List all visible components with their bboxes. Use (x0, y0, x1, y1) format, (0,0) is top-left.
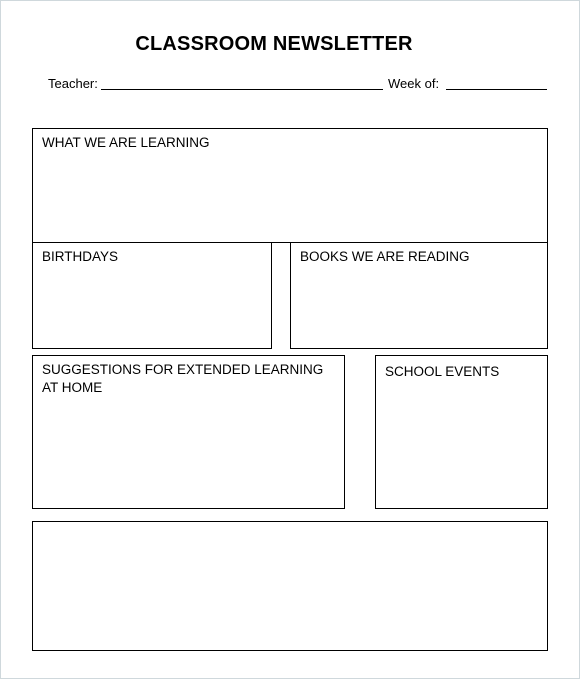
what-we-are-learning-heading: WHAT WE ARE LEARNING (42, 135, 210, 150)
birthdays-heading: BIRTHDAYS (42, 249, 119, 264)
school-events-heading: SCHOOL EVENTS (385, 364, 500, 379)
teacher-label: Teacher: (48, 76, 98, 91)
teacher-field[interactable] (101, 89, 383, 90)
what-we-are-learning-box[interactable] (32, 128, 548, 243)
birthdays-box[interactable] (32, 242, 272, 349)
newsletter-title: CLASSROOM NEWSLETTER (135, 33, 413, 55)
week-of-field[interactable] (446, 89, 547, 90)
books-we-are-reading-heading: BOOKS WE ARE READING (300, 249, 470, 264)
week-of-label: Week of: (388, 76, 440, 91)
notes-box[interactable] (32, 521, 548, 651)
books-we-are-reading-box[interactable] (290, 242, 548, 349)
extended-learning-box[interactable] (32, 355, 345, 509)
extended-learning-heading: SUGGESTIONS FOR EXTENDED LEARNING AT HOME (42, 362, 324, 395)
school-events-box[interactable] (375, 355, 548, 509)
